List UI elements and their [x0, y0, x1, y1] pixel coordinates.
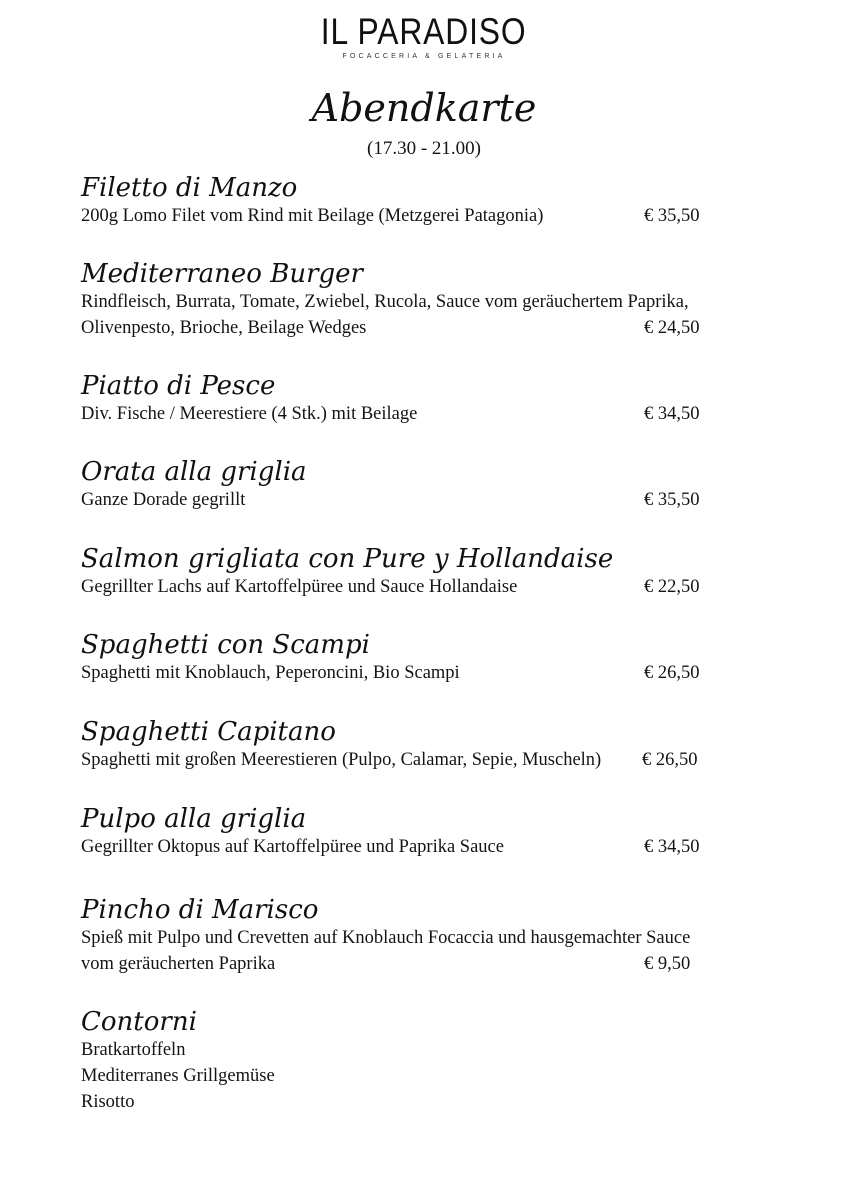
- item-description: [81, 660, 781, 686]
- item-name: Mediterraneo Burger: [81, 259, 363, 289]
- description-text: Rindfleisch, Burrata, Tomate, Zwiebel, Rucola, Sauce vom geräuchertem Paprika,: [81, 292, 689, 312]
- menu-item: [81, 804, 781, 860]
- description-text: Gegrillter Oktopus auf Kartoffelpüree und Paprika Sauce: [81, 837, 504, 857]
- item-price: € 26,50: [642, 750, 698, 770]
- item-description: [81, 401, 781, 427]
- item-price: € 35,50: [644, 490, 700, 510]
- item-price: € 35,50: [644, 206, 700, 226]
- menu-item: [81, 173, 781, 229]
- menu-item: [81, 259, 781, 341]
- item-name: Salmon grigliata con Pure y Hollandaise: [81, 544, 614, 574]
- description-text: Div. Fische / Meerestiere (4 Stk.) mit Beilage: [81, 404, 418, 424]
- item-price: € 34,50: [644, 404, 700, 424]
- side-dish: Bratkartoffeln: [81, 1040, 186, 1060]
- section-name: Contorni: [81, 1007, 197, 1037]
- item-description: [81, 747, 781, 773]
- item-name: Spaghetti con Scampi: [81, 630, 370, 660]
- menu-title: Abendkarte: [311, 86, 537, 130]
- menu-item: [81, 457, 781, 513]
- description-text: Spaghetti mit Knoblauch, Peperoncini, Bio Scampi: [81, 663, 460, 683]
- item-name: Filetto di Manzo: [81, 173, 298, 203]
- item-name: Pulpo alla griglia: [81, 804, 307, 834]
- menu-item: [81, 717, 781, 773]
- menu-item: [81, 630, 781, 686]
- side-dish: Risotto: [81, 1092, 135, 1112]
- item-description: [81, 951, 781, 977]
- menu-item: [81, 895, 781, 977]
- item-description: [81, 315, 781, 341]
- side-dish: Mediterranes Grillgemüse: [81, 1066, 275, 1086]
- description-text: Spaghetti mit großen Meerestieren (Pulpo, Calamar, Sepie, Muscheln): [81, 750, 602, 770]
- item-description: [81, 574, 781, 600]
- description-text: Olivenpesto, Brioche, Beilage Wedges: [81, 318, 367, 338]
- item-description: [81, 834, 781, 860]
- item-price: € 24,50: [644, 318, 700, 338]
- description-text: Ganze Dorade gegrillt: [81, 490, 246, 510]
- item-description: [81, 289, 781, 315]
- item-price: € 9,50: [644, 954, 691, 974]
- item-description: [81, 487, 781, 513]
- brand-name: IL PARADISO: [321, 11, 527, 52]
- item-description: [81, 925, 781, 951]
- item-price: € 34,50: [644, 837, 700, 857]
- item-name: Pincho di Marisco: [81, 895, 319, 925]
- description-text: Spieß mit Pulpo und Crevetten auf Knoblauch Focaccia und hausgemachter Sauce: [81, 928, 691, 948]
- side-dishes-section: [81, 1007, 781, 1115]
- brand-tagline: FOCACCERIA & GELATERIA: [342, 53, 506, 60]
- opening-hours: (17.30 - 21.00): [367, 138, 481, 159]
- item-description: [81, 203, 781, 229]
- item-name: Spaghetti Capitano: [81, 717, 336, 747]
- restaurant-logo: [0, 10, 848, 61]
- description-text: Gegrillter Lachs auf Kartoffelpüree und Sauce Hollandaise: [81, 577, 518, 597]
- item-name: Orata alla griglia: [81, 457, 307, 487]
- description-text: 200g Lomo Filet vom Rind mit Beilage (Metzgerei Patagonia): [81, 206, 544, 226]
- item-price: € 26,50: [644, 663, 700, 683]
- item-name: Piatto di Pesce: [81, 371, 276, 401]
- description-text: vom geräucherten Paprika: [81, 954, 276, 974]
- menu-item: [81, 371, 781, 427]
- menu-item: [81, 544, 781, 600]
- item-price: € 22,50: [644, 577, 700, 597]
